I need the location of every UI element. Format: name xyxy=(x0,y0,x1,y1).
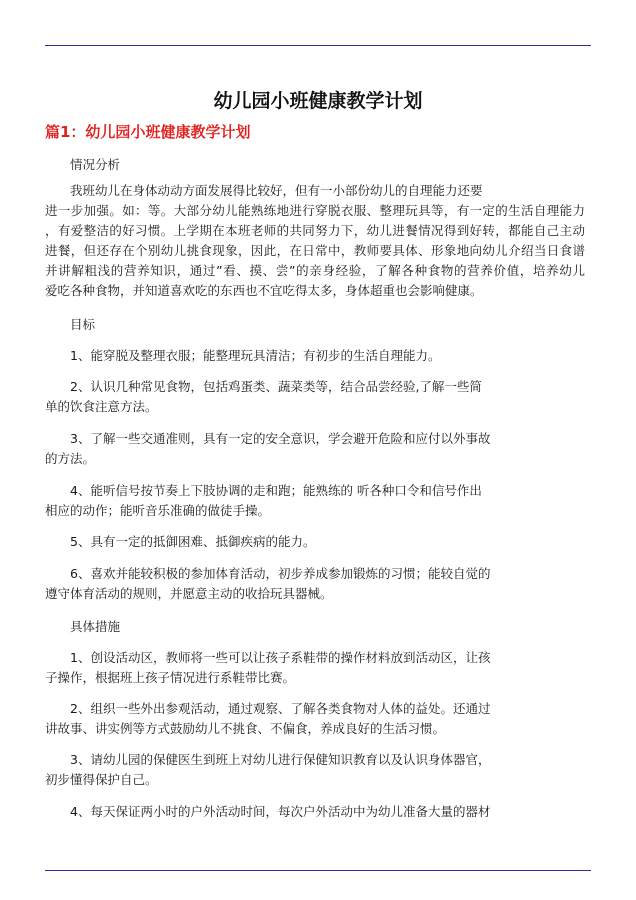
goal-line: 5、具有一定的抵御困难、抵御疾病的能力。 xyxy=(70,534,316,549)
goals-heading: 目标 xyxy=(70,317,96,332)
paragraph-line: 我班幼儿在身体动动方面发展得比较好，但有一小部份幼儿的自理能力还要 xyxy=(70,183,483,198)
paragraph-line: 爱吃各种食物，并知道喜欢吃的东西也不宜吃得太多，身体超重也会影响健康。 xyxy=(45,283,483,298)
document-title: 幼儿园小班健康教学计划 xyxy=(213,90,423,112)
measures-heading: 具体措施 xyxy=(70,619,121,634)
goal-line: 遵守体育活动的规则，并愿意主动的收拾玩具器械。 xyxy=(45,586,333,601)
goal-item xyxy=(45,377,585,417)
goal-line: 的方法。 xyxy=(45,451,96,466)
goal-line: 6、喜欢并能较积极的参加体育活动，初步养成参加锻炼的习惯；能较自觉的 xyxy=(70,566,491,581)
goal-item xyxy=(45,532,585,552)
section-heading: 篇1：幼儿园小班健康教学计划 xyxy=(45,123,251,141)
situation-paragraph xyxy=(45,181,585,301)
measure-item xyxy=(45,699,585,739)
measure-line: 讲故事、讲实例等方式鼓励幼儿不挑食、不偏食，养成良好的生活习惯。 xyxy=(45,721,446,736)
measure-item xyxy=(45,802,585,822)
goal-item xyxy=(45,564,585,604)
goal-item xyxy=(45,429,585,469)
measure-item xyxy=(45,750,585,790)
footer-rule xyxy=(45,870,591,871)
goal-line: 3、了解一些交通准则，具有一定的安全意识，学会避开危险和应付以外事故 xyxy=(70,431,491,446)
goal-item xyxy=(45,346,585,366)
situation-section xyxy=(45,155,585,175)
measure-line: 2、组织一些外出参观活动，通过观察、了解各类食物对人体的益处。还通过 xyxy=(70,701,491,716)
goal-line: 单的饮食注意方法。 xyxy=(45,399,158,414)
goal-line: 1、能穿脱及整理衣服；能整理玩具清洁；有初步的生活自理能力。 xyxy=(70,348,441,363)
measure-line: 1、创设活动区，教师将一些可以让孩子系鞋带的操作材料放到活动区，让孩 xyxy=(70,650,491,665)
header-rule xyxy=(45,45,591,46)
goal-item xyxy=(45,481,585,521)
measure-line: 4、每天保证两小时的户外活动时间，每次户外活动中为幼儿准备大量的器材 xyxy=(70,804,491,819)
measure-line: 子操作，根据班上孩子情况进行系鞋带比赛。 xyxy=(45,670,296,685)
paragraph-line: 并讲解粗浅的营养知识，通过”看、摸、尝”的亲身经验，了解各种食物的营养价值，培养幼儿 xyxy=(45,263,585,278)
measure-line: 初步懂得保护自己。 xyxy=(45,772,158,787)
goal-line: 4、能听信号按节奏上下肢协调的走和跑；能熟练的 听各种口令和信号作出 xyxy=(70,483,482,498)
situation-heading: 情况分析 xyxy=(70,157,121,172)
paragraph-line: 进一步加强。如：等。大部分幼儿能熟练地进行穿脱衣服、整理玩具等，有一定的生活自理能力 xyxy=(45,203,585,218)
paragraph-line: 进餐，但还存在个别幼儿挑食现象，因此，在日常中，教师要具体、形象地向幼儿介绍当日食谱 xyxy=(45,243,585,258)
goal-line: 2、认识几种常见食物，包括鸡蛋类、蔬菜类等，结合品尝经验,了解一些简 xyxy=(70,379,482,394)
paragraph-line: ，有爱整洁的好习惯。上学期在本班老师的共同努力下，幼儿进餐情况得到好转，都能自己主动 xyxy=(45,223,585,238)
measure-item xyxy=(45,648,585,688)
goal-line: 相应的动作；能听音乐准确的做徒手操。 xyxy=(45,503,271,518)
measure-line: 3、请幼儿园的保健医生到班上对幼儿进行保健知识教育以及认识身体器官， xyxy=(70,752,491,767)
